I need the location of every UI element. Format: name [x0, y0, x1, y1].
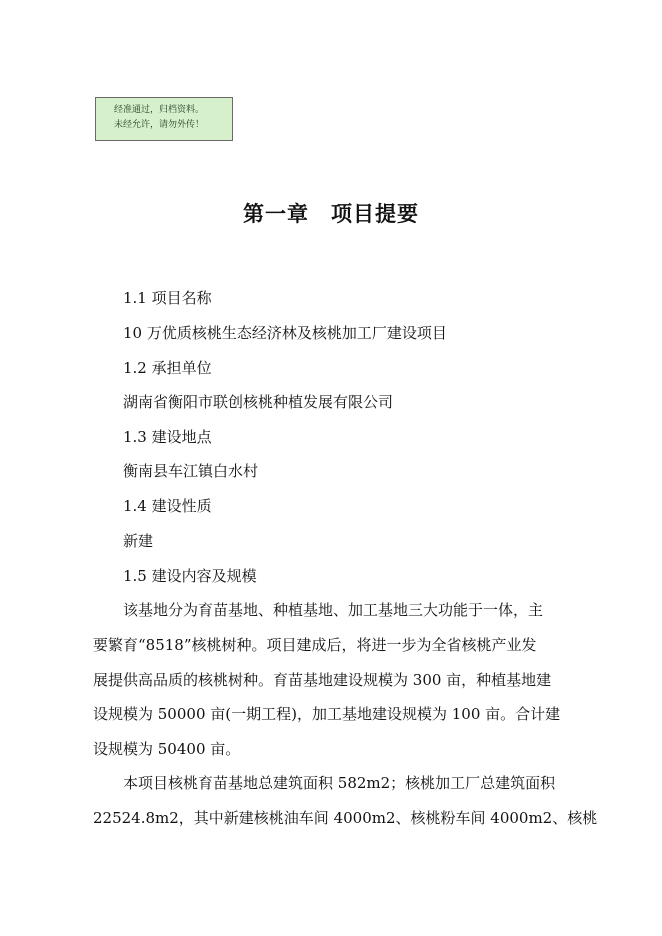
section-heading-1-2: 1.2 承担单位: [123, 359, 212, 377]
watermark-stamp: [95, 97, 233, 141]
paragraph-1-line-4: 设规模为 50000 亩(一期工程)，加工基地建设规模为 100 亩。合计建: [93, 705, 561, 723]
section-heading-1-3: 1.3 建设地点: [123, 428, 212, 446]
section-content-1-4: 新建: [123, 532, 154, 550]
paragraph-2-line-1: 本项目核桃育苗基地总建筑面积 582m2；核桃加工厂总建筑面积: [123, 774, 556, 792]
chapter-title: [0, 198, 662, 228]
paragraph-1-line-3: 展提供高品质的核桃树种。育苗基地建设规模为 300 亩，种植基地建: [93, 671, 552, 689]
chapter-number: 第一章: [243, 201, 309, 226]
section-heading-1-4: 1.4 建设性质: [123, 497, 212, 515]
section-content-1-1: 10 万优质核桃生态经济林及核桃加工厂建设项目: [123, 324, 447, 342]
paragraph-2-line-2: 22524.8m2，其中新建核桃油车间 4000m2、核桃粉车间 4000m2、核桃: [93, 809, 598, 827]
paragraph-1-line-1: 该基地分为育苗基地、种植基地、加工基地三大功能于一体，主: [123, 601, 544, 619]
paragraph-1-line-2: 要繁育“8518”核桃树种。项目建成后，将进一步为全省核桃产业发: [93, 636, 537, 654]
stamp-line-2: 未经允许，请勿外传！: [114, 120, 205, 130]
section-heading-1-1: 1.1 项目名称: [123, 289, 212, 307]
section-content-1-2: 湖南省衡阳市联创核桃种植发展有限公司: [123, 393, 394, 411]
paragraph-1-line-5: 设规模为 50400 亩。: [93, 740, 241, 758]
section-heading-1-5: 1.5 建设内容及规模: [123, 567, 257, 585]
stamp-line-1: 经准通过，归档资料。: [114, 105, 205, 115]
chapter-heading: 项目提要: [331, 201, 419, 226]
section-content-1-3: 衡南县车江镇白水村: [123, 462, 259, 480]
